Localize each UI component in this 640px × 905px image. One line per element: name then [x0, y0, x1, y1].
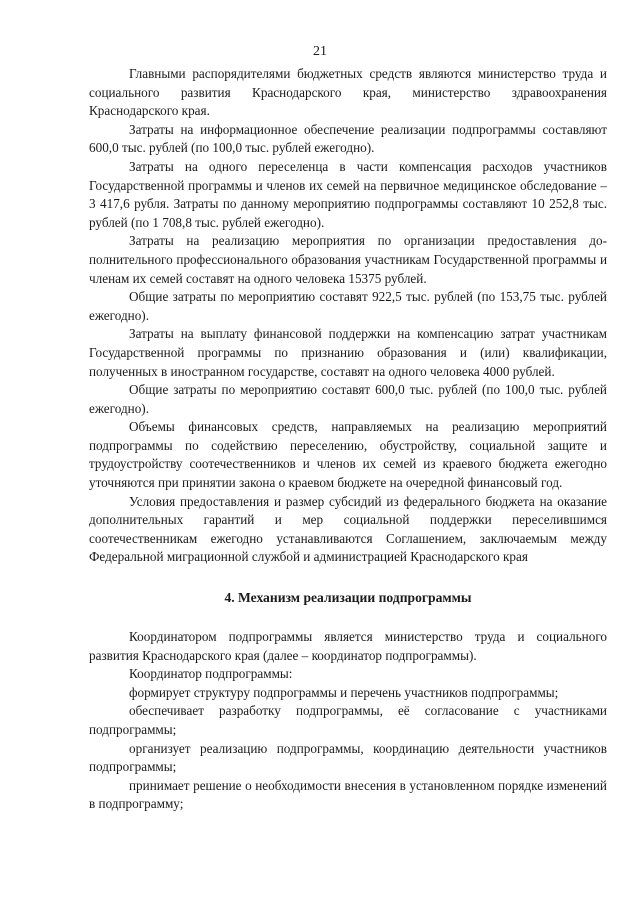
- paragraph: Общие затраты по мероприятию составят 600,0 тыс. рублей (по 100,0 тыс. рублей ежегодно).: [89, 382, 607, 416]
- paragraph: формирует структуру подпрограммы и перечень участников подпрограммы;: [129, 684, 559, 700]
- document-body: [89, 65, 607, 814]
- paragraph: Затраты на выплату финансовой поддержки на компенсацию затрат участникам Государственной программы по признанию образования и (или) квалификации, полученных в иностранном государстве, составят на одного человека 4000 рублей.: [89, 326, 607, 379]
- section-heading: 4. Механизм реализации подпрограммы: [224, 590, 472, 606]
- paragraph: Затраты на информационное обеспечение реализации подпрограммы составляют 600,0 тыс. рублей (по 100,0 тыс. рублей ежегодно).: [89, 121, 607, 156]
- paragraph: Общие затраты по мероприятию составят 922,5 тыс. рублей (по 153,75 тыс. рублей ежегодно).: [89, 289, 607, 323]
- paragraph: Главными распорядителями бюджетных средств являются министерство труда и социального развития Краснодарского края, министерство здравоохранения Краснодарского края.: [89, 66, 607, 119]
- paragraph: Координатор подпрограммы:: [129, 666, 293, 682]
- paragraph: Объемы финансовых средств, направляемых на реализацию мероприятий подпрограммы по содействию переселению, обустройству, социальной защите и трудоустройству соотечественников и членов их семей из краевого бюджета ежегодно уточняются при принятии закона о краевом бюджете на очередной финансовый год.: [89, 419, 607, 491]
- paragraph: организует реализацию подпрограммы, координацию деятельности участников подпрограммы;: [89, 740, 607, 775]
- paragraph: Условия предоставления и размер субсидий из федерального бюджета на оказание дополнительных гарантий и мер социальной поддержки переселившимся соотечественникам ежегодно устанавливаются Соглашением, заключаемым между Федеральной миграционной службой и администрацией Краснодарского края: [89, 493, 607, 565]
- paragraph: принимает решение о необходимости внесения в установленном порядке изменений в подпрограмму;: [89, 777, 607, 812]
- paragraph: обеспечивает разработку подпрограммы, её согласование с участниками подпрограммы;: [89, 703, 607, 737]
- paragraph: Затраты на реализацию мероприятия по организации предоставления дополнительного профессионального образования участникам Государственной программы и членам их семей составят на одного человека 15375 рублей.: [89, 233, 607, 286]
- paragraph: Затраты на одного переселенца в части компенсация расходов участников Государственной программы и членов их семей на первичное медицинское обследование – 3 417,6 рубля. Затраты по данному мероприятию подпрограммы составляют 10 252,8 тыс. рублей (по 1 708,8 тыс. рублей ежегодно).: [89, 158, 607, 230]
- paragraph: Координатором подпрограммы является министерство труда и социального развития Краснодарского края (далее – координатор подпрограммы).: [89, 629, 607, 663]
- page-number: 21: [313, 44, 327, 59]
